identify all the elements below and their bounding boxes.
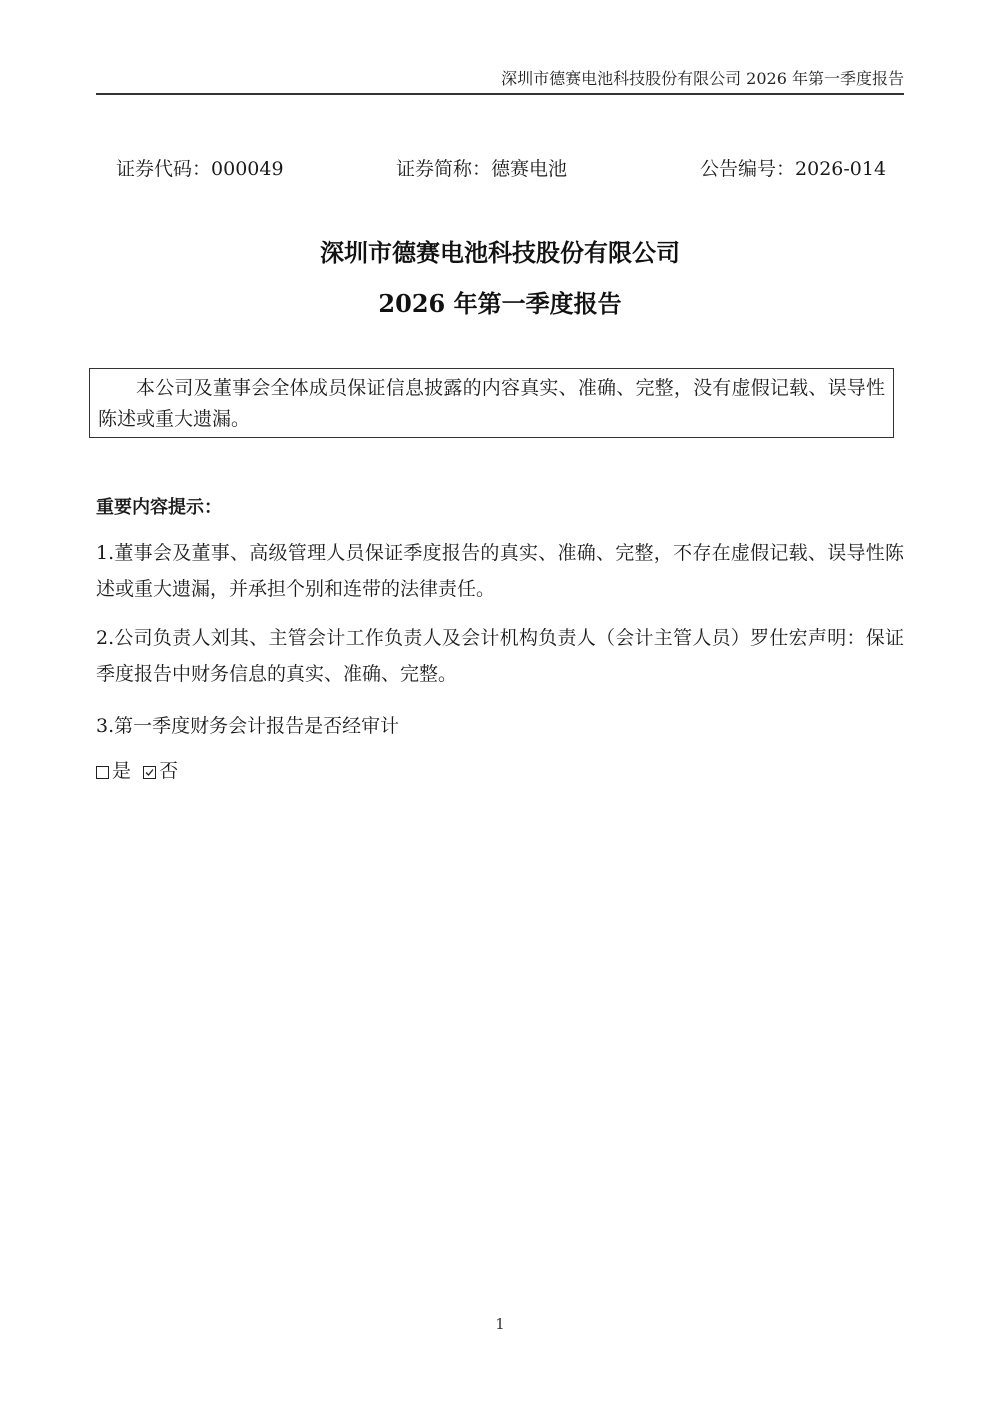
securities-meta-row [0, 154, 1000, 184]
announcement-number-label: 公告编号： [700, 158, 796, 180]
announcement-number-value: 2026-014 [795, 158, 887, 180]
checkbox-empty-icon [96, 766, 109, 779]
securities-name-label: 证券简称： [396, 158, 492, 180]
audit-option-yes [96, 753, 131, 789]
important-notice-heading: 重要内容提示： [96, 497, 222, 518]
audit-option-no-label: 否 [159, 760, 179, 782]
notice-item-2: 2.公司负责人刘其、主管会计工作负责人及会计机构负责人（会计主管人员）罗仕宏声明：保证季度报告中财务信息的真实、准确、完整。 [96, 627, 904, 685]
board-statement-box: 本公司及董事会全体成员保证信息披露的内容真实、准确、完整，没有虚假记载、误导性陈述或重大遗漏。 [89, 368, 894, 438]
securities-code-label: 证券代码： [116, 158, 212, 180]
securities-code-value: 000049 [211, 158, 284, 180]
securities-name-value: 德赛电池 [491, 158, 568, 180]
running-header: 深圳市德赛电池科技股份有限公司 2026 年第一季度报告 [501, 69, 904, 88]
notice-item-3: 3.第一季度财务会计报告是否经审计 [96, 715, 400, 737]
checkbox-checked-icon [143, 766, 156, 779]
title-company: 深圳市德赛电池科技股份有限公司 [320, 238, 680, 267]
audit-option-yes-label: 是 [112, 760, 132, 782]
header-rule [96, 93, 904, 95]
securities-name [396, 154, 567, 184]
notice-item-1: 1.董事会及董事、高级管理人员保证季度报告的真实、准确、完整，不存在虚假记载、误导性陈述或重大遗漏，并承担个别和连带的法律责任。 [96, 542, 904, 600]
audit-choice-row [96, 753, 904, 791]
announcement-number [700, 154, 886, 184]
title-report: 2026 年第一季度报告 [378, 289, 622, 318]
audit-option-no [143, 753, 178, 789]
page-number: 1 [495, 1315, 505, 1333]
securities-code [116, 154, 284, 184]
